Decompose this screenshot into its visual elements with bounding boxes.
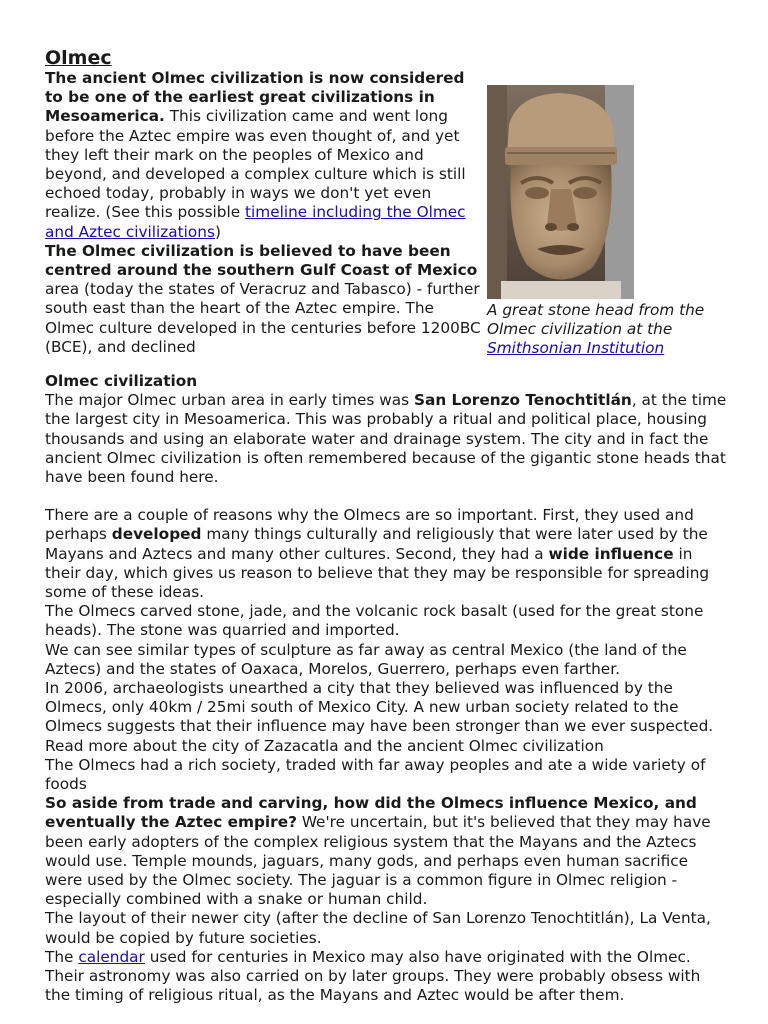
carving-paragraph: The Olmecs carved stone, jade, and the volcanic rock basalt (used for the great stone heads). The stone was quarried and imported. (45, 602, 704, 640)
civilization-heading: Olmec civilization (45, 372, 198, 390)
olmec-head-figure (487, 85, 719, 359)
location-bold-lead: The Olmec civilization is believed to have been centred around the southern Gulf Coast of Mexico (45, 241, 478, 280)
calendar-body: used for centuries in Mexico may also have originated with the Olmec. Their astronomy was also carried on by later groups. They were probably obsess with the timing of religious ritual, as the Mayans and Aztec would be after them. (45, 947, 701, 1005)
intro-closing-paren: ) (214, 222, 221, 241)
calendar-paragraph (45, 948, 727, 1006)
calendar-lead: The (45, 947, 79, 966)
paragraph-gap (45, 487, 727, 506)
intro-paragraph-1 (45, 69, 485, 242)
importance-lead: There are a couple of reasons why the Olmecs are so important. First, they used and perhaps (45, 506, 694, 544)
importance-middle: many things culturally and religiously that were later used by the Mayans and Aztecs and many other cultures. Second, they had a (45, 525, 708, 563)
intro-text (45, 69, 485, 357)
la-venta-paragraph: The layout of their newer city (after the decline of San Lorenzo Tenochtitlán), La Venta, would be copied by future societies. (45, 909, 711, 947)
importance-paragraph (45, 506, 727, 602)
importance-end: in their day, which gives us reason to believe that they may be responsible for spreading some of these ideas. (45, 544, 710, 602)
san-lorenzo-bold: San Lorenzo Tenochtitlán (413, 391, 632, 410)
figure-caption (487, 301, 719, 359)
intro-body-text: This civilization came and went long before the Aztec empire was even thought of, and yet they left their mark on the peoples of Mexico and beyond, and developed a complex culture which is still echoed today, probably in ways we don't yet even realize. (See this possible (45, 107, 466, 222)
caption-text: A great stone head from the Olmec civilization at the (487, 301, 705, 339)
zazacatla-paragraph: In 2006, archaeologists unearthed a city that they believed was influenced by the Olmecs, only 40km / 25mi south of Mexico City. A new urban society related to the Olmecs suggests that their influence may have been stronger than we ever suspected. Read more about the city of Zazacatla and the ancient Olmec civilization (45, 679, 714, 755)
main-body-text (45, 372, 727, 1006)
sculpture-paragraph: We can see similar types of sculpture as far away as central Mexico (the land of the Aztecs) and the states of Oaxaca, Morelos, Guerrero, perhaps even farther. (45, 640, 687, 678)
influence-paragraph (45, 794, 727, 909)
section-heading-olmec-civilization (45, 372, 727, 391)
intro-bold-lead: The ancient Olmec civilization is now considered to be one of the earliest great civilizations in Mesoamerica. (45, 69, 465, 126)
influence-body: We're uncertain, but it's believed that they may have been early adopters of the complex religious system that the Mayans and the Aztecs would use. Temple mounds, jaguars, many gods, and perhaps even human sacrifice were used by the Olmec society. The jaguar is a common figure in Olmec religion - especially combined with a snake or human child. (45, 813, 711, 909)
page-title: Olmec (45, 47, 112, 69)
developed-bold: developed (111, 525, 202, 544)
san-lorenzo-body: , at the time the largest city in Mesoamerica. This was probably a ritual and political place, housing thousands and using an elaborate water and drainage system. The city and in fact the ancient Olmec civilization is often remembered because of the gigantic stone heads that have been found here. (45, 391, 727, 487)
olmec-stone-head-photo (487, 85, 634, 299)
san-lorenzo-paragraph (45, 391, 727, 487)
smithsonian-link[interactable]: Smithsonian Institution (487, 339, 665, 358)
timeline-link[interactable]: timeline including the Olmec and Aztec civilizations (45, 203, 466, 241)
location-body-text: area (today the states of Veracruz and Tabasco) - further south east than the heart of the Aztec empire. The Olmec culture developed in the centuries before 1200BC (BCE), and declined (45, 280, 481, 356)
influence-question-bold: So aside from trade and carving, how did the Olmecs influence Mexico, and eventually the Aztec empire? (45, 794, 697, 832)
society-paragraph: The Olmecs had a rich society, traded with far away peoples and ate a wide variety of foods (45, 755, 706, 794)
san-lorenzo-lead: The major Olmec urban area in early times was (45, 391, 414, 410)
wide-influence-bold: wide influence (548, 544, 674, 563)
intro-paragraph-2 (45, 242, 485, 357)
calendar-link[interactable]: calendar (78, 947, 145, 966)
